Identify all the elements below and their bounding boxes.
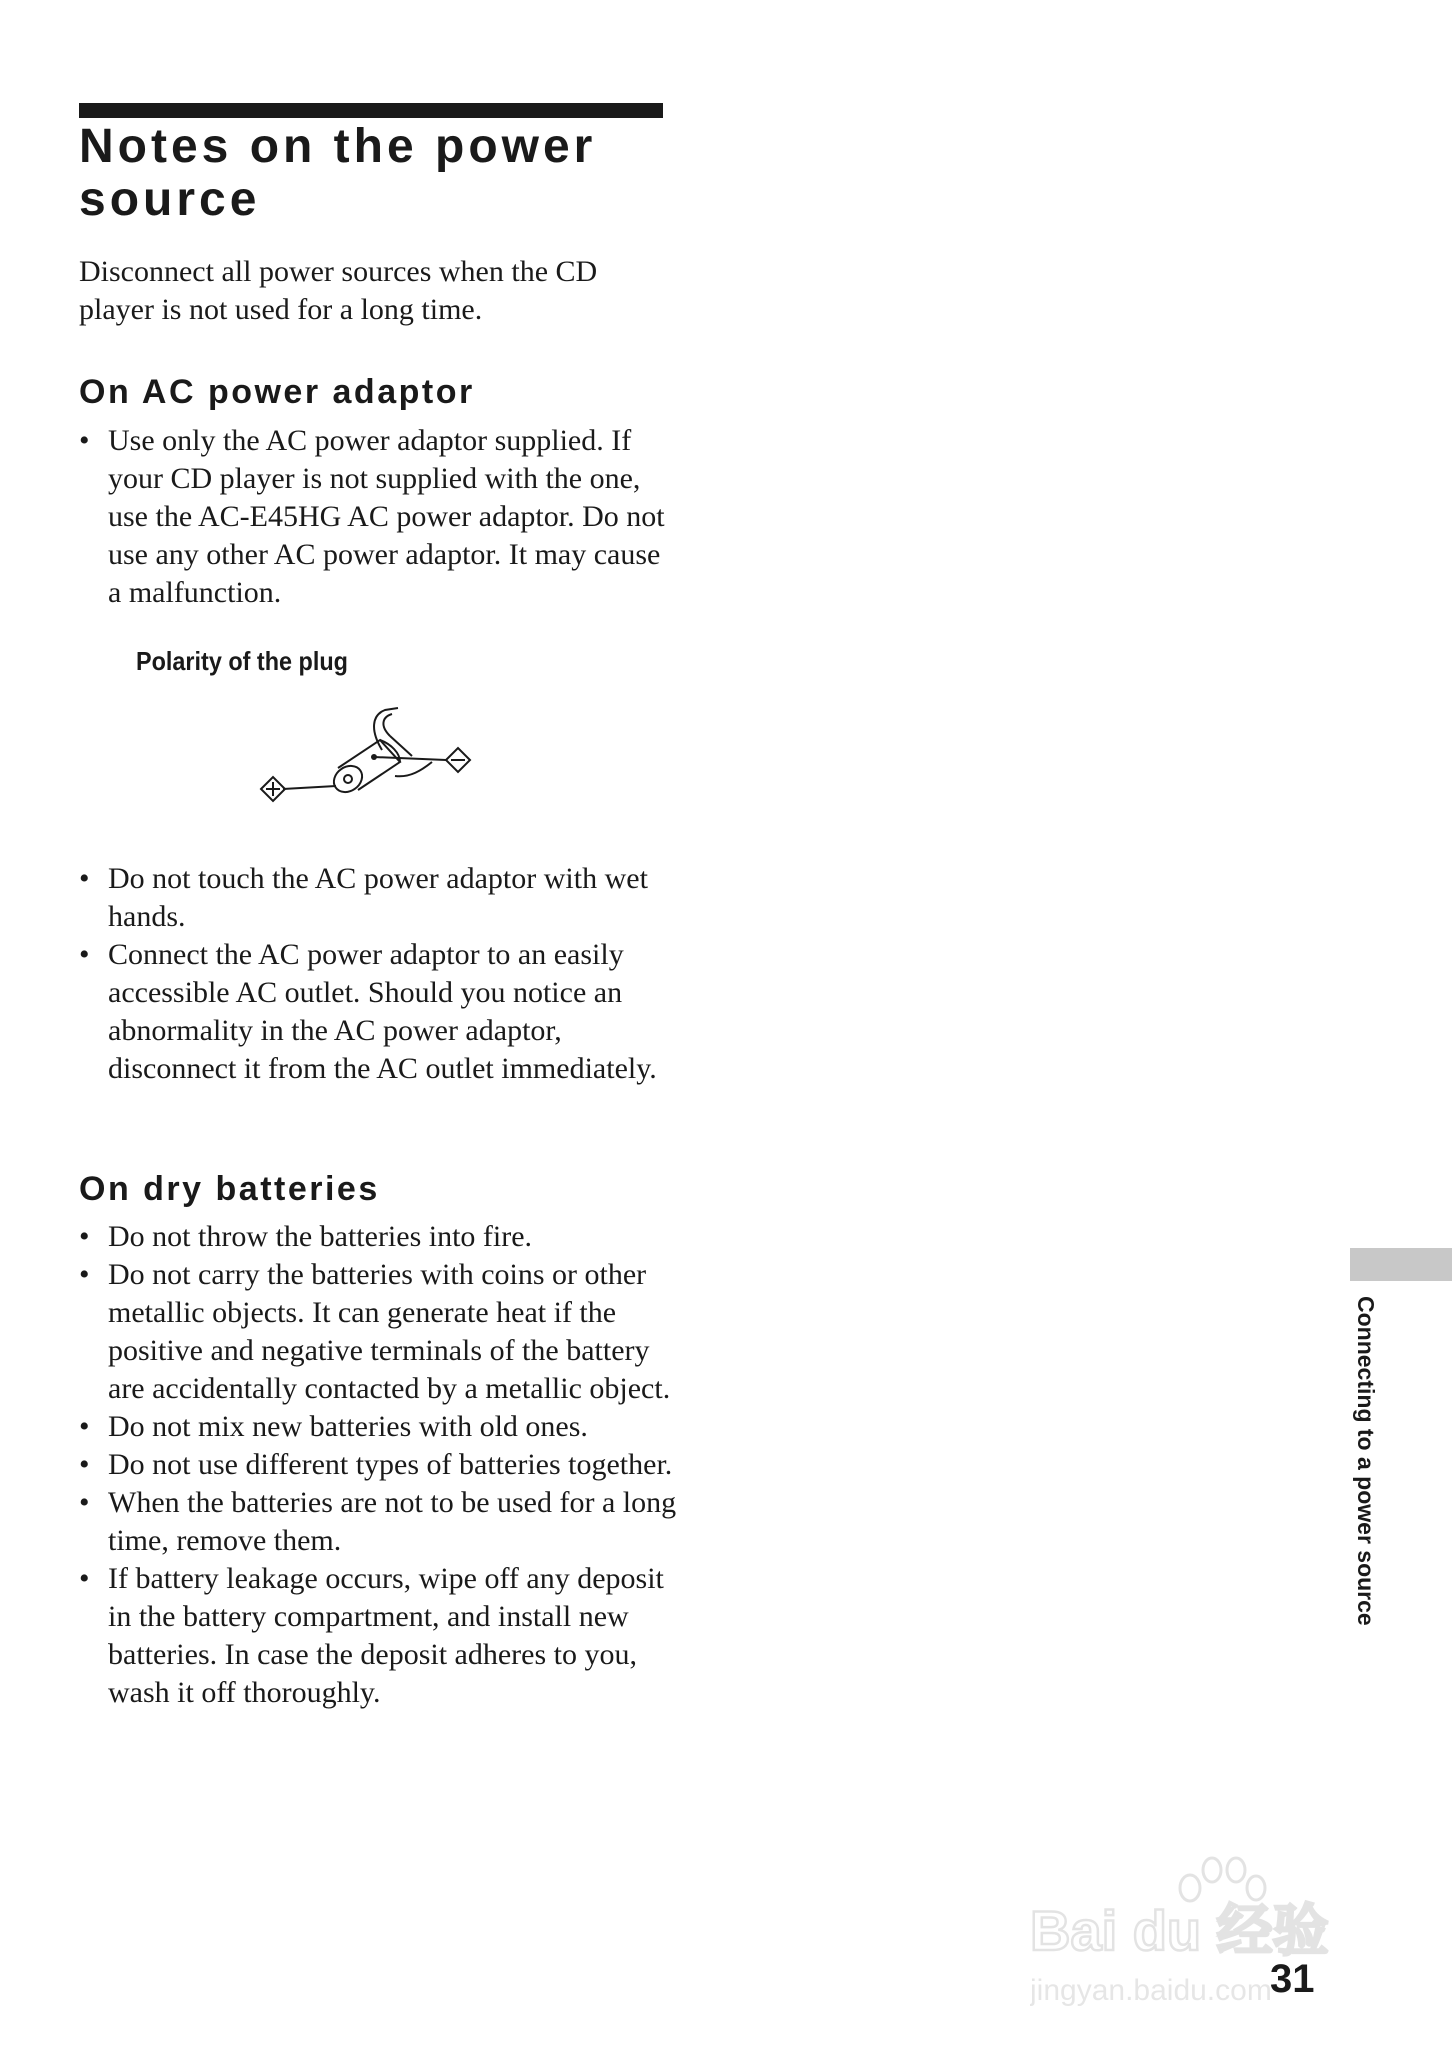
battery-bullets bbox=[79, 1218, 679, 1712]
plug-tip bbox=[329, 761, 367, 798]
title-rule bbox=[79, 103, 663, 118]
list-item: • Do not use different types of batteries together. bbox=[79, 1446, 679, 1484]
intro-paragraph: Disconnect all power sources when the CD player is not used for a long time. bbox=[79, 255, 598, 326]
heading-dry-batteries: On dry batteries bbox=[79, 1170, 380, 1208]
list-item: • Do not throw the batteries into fire. bbox=[79, 1218, 679, 1256]
list-item: • Connect the AC power adaptor to an easily accessible AC outlet. Should you notice an abnormality in the AC power adaptor, disconnect it from the AC outlet immediately. bbox=[79, 936, 679, 1088]
list-item: • Do not touch the AC power adaptor with wet hands. bbox=[79, 860, 679, 936]
plug-polarity-diagram bbox=[250, 700, 490, 810]
ac-bullets-after-figure bbox=[79, 860, 679, 1088]
page-number: 31 bbox=[1270, 1957, 1315, 2001]
chapter-side-label: Connecting to a power source bbox=[1353, 1296, 1379, 1626]
list-item: • Do not carry the batteries with coins or other metallic objects. It can generate heat if the positive and negative terminals of the battery are accidentally contacted by a metallic object. bbox=[79, 1256, 679, 1408]
figure-caption: Polarity of the plug bbox=[136, 646, 348, 676]
list-item: • When the batteries are not to be used for a long time, remove them. bbox=[79, 1484, 679, 1560]
negative-lead bbox=[374, 757, 446, 760]
watermark-url-text: jingyan.baidu.com bbox=[1030, 1974, 1272, 2007]
watermark-brand-text: Bai du 经验 bbox=[1030, 1899, 1329, 1962]
list-item: • Use only the AC power adaptor supplied. If your CD player is not supplied with the one, use the AC-E45HG AC power adaptor. Do not use any other AC power adaptor. It may cause a malfunction. bbox=[79, 422, 679, 612]
baidu-watermark bbox=[1030, 1840, 1370, 2010]
list-item: • If battery leakage occurs, wipe off any deposit in the battery compartment, and install new batteries. In case the deposit adheres to you, wash it off thoroughly. bbox=[79, 1560, 679, 1712]
heading-ac-power-adaptor: On AC power adaptor bbox=[79, 373, 475, 411]
chapter-tab bbox=[1350, 1248, 1452, 1281]
paw-logo-icon bbox=[1180, 1858, 1265, 1901]
ac-bullets-before-figure bbox=[79, 422, 679, 612]
list-item: • Do not mix new batteries with old ones. bbox=[79, 1408, 679, 1446]
page-title: Notes on the power source bbox=[79, 120, 597, 226]
positive-lead bbox=[283, 786, 336, 789]
